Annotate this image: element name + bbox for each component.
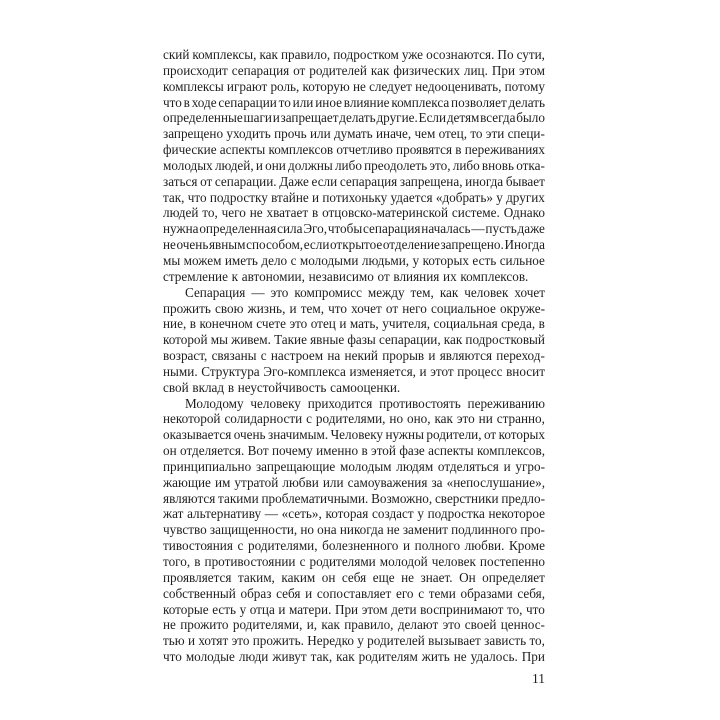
- text-line: так, что подростку втайне и потихоньку удается «добрать» у других: [163, 189, 545, 205]
- text-line: ский комплексы, как правило, подростком уже осознаются. По сути,: [163, 47, 545, 62]
- text-line: возраст, связаны с настроем на некий прорыв и являются переход-: [163, 348, 545, 364]
- text-line: принципиально запрещающие молодым людям отделяться и угро-: [163, 458, 545, 474]
- text-line: определенные шаги и запрещает делать другие. Если детям всегда было: [163, 110, 545, 126]
- page-number: 11: [532, 671, 545, 686]
- text-line: происходит сепарация от родителей как физических лиц. При этом: [163, 62, 545, 78]
- text-line: комплексы играют роль, которую не следует недооценивать, потому: [163, 78, 545, 94]
- text-line: не прожито родителями, и, как правило, делают это своей ценнос-: [163, 617, 545, 633]
- text-line: тивостояния с родителями, болезненного и полного любви. Кроме: [163, 538, 545, 554]
- text-line: он отделяется. Вот почему именно в этой фазе аспекты комплексов,: [163, 443, 545, 459]
- text-line: молодых людей, и они должны либо преодолеть это, либо вновь отка-: [163, 157, 545, 173]
- text-line: жат альтернативу — «сеть», которая создаст у подростка некоторое: [163, 506, 545, 522]
- text-line: нужна определенная сила Эго, чтобы сепарация началась — пусть даже: [163, 221, 545, 237]
- text-line: прожить свою жизнь, и тем, что хочет от него социальное окруже-: [163, 300, 545, 316]
- text-line: не очень явным способом, если открытое отделение запрещено. Иногда: [163, 237, 545, 253]
- text-line: являются такими проблематичными. Возможно, сверстники предло-: [163, 490, 545, 506]
- text-line: фические аспекты комплексов отчетливо проявятся в переживаниях: [163, 142, 545, 158]
- text-line: жающие им утратой любви или самоуважения за «непослушание»,: [163, 474, 545, 490]
- text-line: запрещено уходить прочь или думать иначе, чем отец, то эти специ-: [163, 126, 545, 142]
- text-line: ние, в конечном счете это отец и мать, учителя, социальная среда, в: [163, 316, 545, 332]
- page-body: [163, 47, 545, 665]
- text-line: заться от сепарации. Даже если сепарация запрещена, иногда бывает: [163, 173, 545, 189]
- text-line: собственный образ себя и сопоставляет его с теми образами себя,: [163, 585, 545, 601]
- text-line: людей то, чего не хватает в отцовско-материнской системе. Однако: [163, 205, 545, 221]
- text-line: тью и хотят это прожить. Нередко у родителей вызывает зависть то,: [163, 633, 545, 649]
- paragraph-1: [163, 47, 545, 285]
- text-line: что в ходе сепарации то или иное влияние комплекса позволяет делать: [163, 94, 545, 110]
- text-line: ными. Структура Эго-комплекса изменяется, и этот процесс вносит: [163, 363, 545, 379]
- text-line: оказывается очень значимым. Человеку нужны родители, от которых: [163, 427, 545, 443]
- text-line: мы можем иметь дело с молодыми людьми, у которых есть сильное: [163, 252, 545, 268]
- text-line: Сепарация — это компромисс между тем, как человек хочет: [185, 284, 545, 300]
- text-line: того, в противостоянии с родителями молодой человек постепенно: [163, 554, 545, 569]
- paragraph-3: [163, 396, 545, 665]
- text-line: стремление к автономии, независимо от влияния их комплексов.: [163, 268, 529, 284]
- text-line: свой вклад в неустойчивость самооценки.: [163, 379, 401, 395]
- text-line: Молодому человеку приходится противостоять переживанию: [185, 395, 545, 411]
- text-line: некоторой солидарности с родителями, но оно, как это ни странно,: [163, 411, 545, 427]
- text-line: которые есть у отца и матери. При этом дети воспринимают то, что: [163, 601, 545, 617]
- text-line: проявляется таким, каким он себя еще не знает. Он определяет: [163, 569, 545, 585]
- text-line: чувство защищенности, но она никогда не заменит подлинного про-: [163, 522, 545, 538]
- paragraph-2: [163, 285, 545, 396]
- text-line: что молодые люди живут так, как родителям жить не удалось. При: [163, 649, 545, 665]
- text-line: которой мы живем. Такие явные фазы сепарации, как подростковый: [163, 332, 545, 348]
